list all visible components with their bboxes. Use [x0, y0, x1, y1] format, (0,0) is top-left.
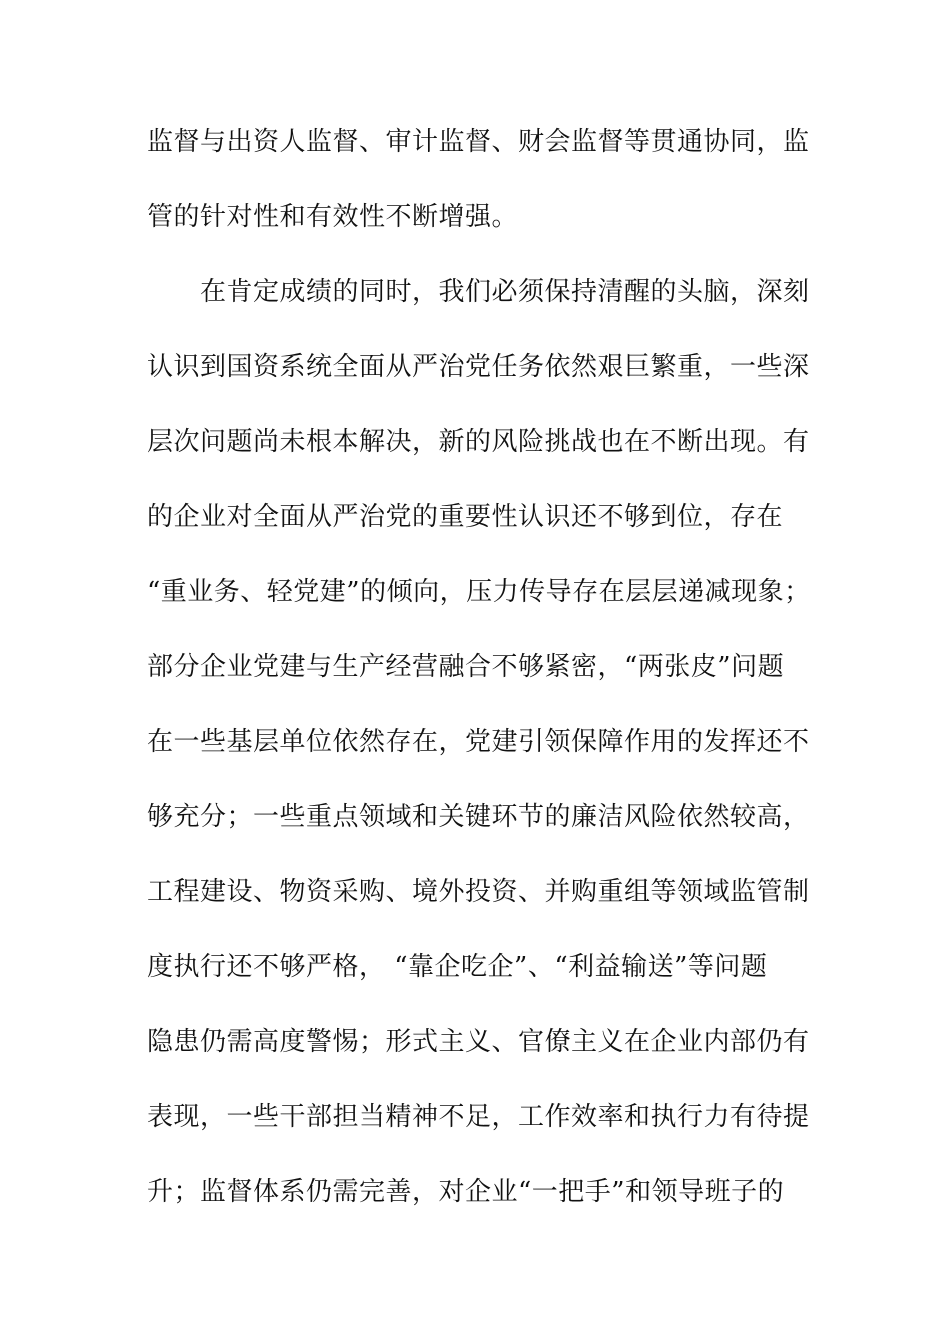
text-line: 表现，一些干部担当精神不足，工作效率和执行力有待提 — [147, 1102, 810, 1132]
text-line: 够充分；一些重点领域和关键环节的廉洁风险依然较高， — [147, 802, 810, 832]
text-line: 监督与出资人监督、审计监督、财会监督等贯通协同，监 — [147, 127, 810, 157]
text-line: 在一些基层单位依然存在，党建引领保障作用的发挥还不 — [147, 727, 810, 757]
text-line: 升；监督体系仍需完善，对企业“一把手”和领导班子的 — [147, 1177, 785, 1207]
text-line: 工程建设、物资采购、境外投资、并购重组等领域监管制 — [147, 877, 810, 907]
text-line: 度执行还不够严格， “靠企吃企”、“利益输送”等问题 — [147, 952, 768, 982]
body-text — [147, 120, 811, 1245]
text-line: 部分企业党建与生产经营融合不够紧密，“两张皮”问题 — [147, 652, 785, 682]
text-line: 层次问题尚未根本解决，新的风险挑战也在不断出现。有 — [147, 427, 810, 457]
text-line: 隐患仍需高度警惕；形式主义、官僚主义在企业内部仍有 — [147, 1027, 810, 1057]
text-line: “重业务、轻党建”的倾向，压力传导存在层层递减现象； — [147, 577, 811, 607]
text-line: 管的针对性和有效性不断增强。 — [147, 202, 519, 232]
text-line: 的企业对全面从严治党的重要性认识还不够到位，存在 — [147, 502, 784, 532]
paragraph-start-line: 在肯定成绩的同时，我们必须保持清醒的头脑，深刻 — [147, 277, 810, 307]
text-line: 认识到国资系统全面从严治党任务依然艰巨繁重，一些深 — [147, 352, 810, 382]
